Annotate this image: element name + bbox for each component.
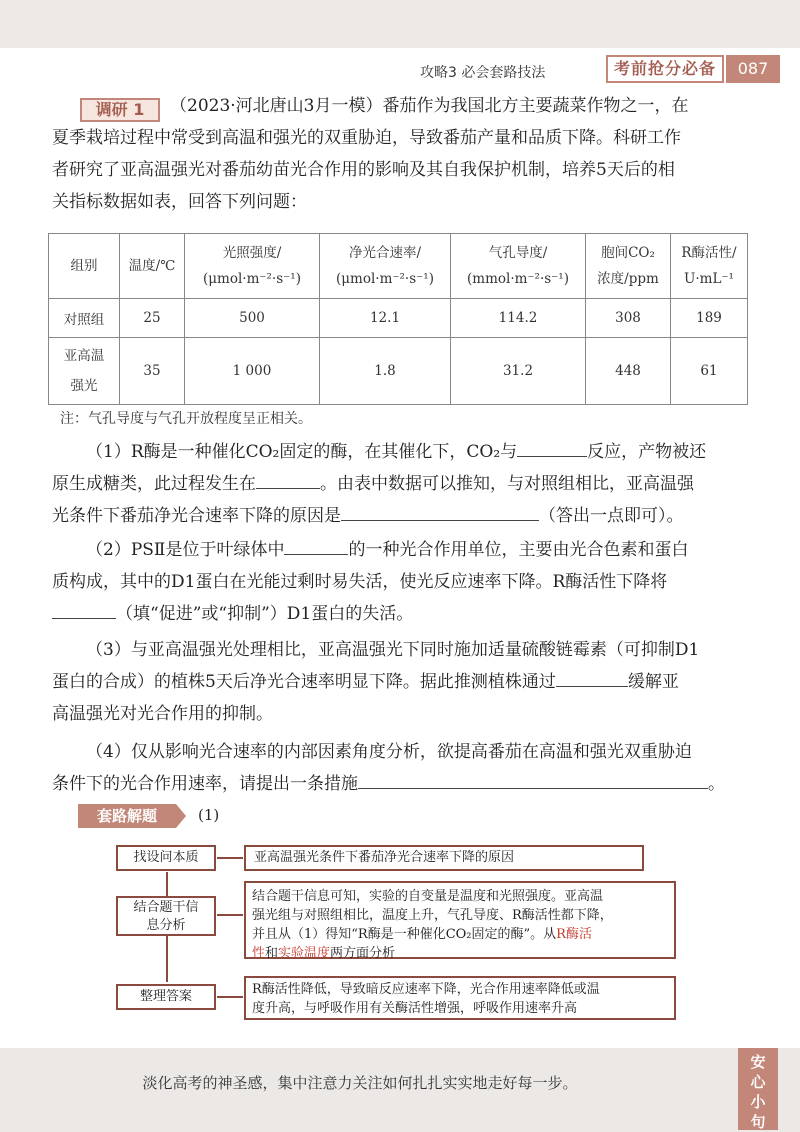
table-cell: 308 (586, 299, 671, 338)
answer-blank[interactable] (52, 598, 116, 619)
data-table (48, 233, 748, 405)
table-cell: 500 (185, 299, 320, 338)
method-arrow-icon (176, 804, 186, 828)
method-number: (1) (198, 806, 220, 824)
answer-blank[interactable] (341, 500, 539, 521)
step-organize-answer: 整理答案 (116, 984, 216, 1010)
question-3: （3）与亚高温强光处理相比，亚高温强光下同时施加适量硫酸链霉素（可抑制D1 蛋白的合成）的植株5天后净光合速率明显下降。据此推测植株通过 缓解亚 高温强光对光合作用的抑制。 (52, 640, 700, 724)
research-tag: 调研 1 (80, 98, 160, 122)
header-section: 攻略3 必会套路技法 (420, 65, 546, 81)
box-question-essence: 亚高温强光条件下番茄净光合速率下降的原因 (244, 845, 644, 871)
answer-blank[interactable] (517, 436, 587, 457)
intro-line: 夏季栽培过程中常受到高温和强光的双重胁迫，导致番茄产量和品质下降。科研工作 (52, 128, 681, 148)
col-header: R酶活性/ U·mL⁻¹ (671, 234, 748, 299)
answer-blank[interactable] (556, 666, 628, 687)
answer-blank[interactable] (256, 468, 320, 489)
header-brand: 考前抢分必备 (606, 55, 724, 83)
box-analysis: 结合题干信息可知，实验的自变量是温度和光照强度。亚高温 强光组与对照组相比，温度上升，气孔导度、R酶活性都下降， 并且从（1）得知“R酶是一种催化CO₂固定的酶”。从R酶活 性和实验温度两方面分析 (244, 881, 676, 959)
page-number: 087 (726, 55, 780, 83)
flow-connector (217, 914, 243, 916)
col-header: 温度/℃ (120, 234, 185, 299)
answer-blank[interactable] (284, 534, 348, 555)
table-note: 注：气孔导度与气孔开放程度呈正相关。 (60, 411, 312, 427)
flow-connector (217, 857, 243, 859)
method-tag: 套路解题 (78, 804, 176, 828)
question-intro (52, 90, 747, 218)
footer-motto: 淡化高考的神圣感，集中注意力关注如何扎扎实实地走好每一步。 (142, 1074, 578, 1092)
col-header: 光照强度/ (μmol·m⁻²·s⁻¹) (185, 234, 320, 299)
table-row (49, 299, 748, 338)
table-cell: 1 000 (185, 338, 320, 405)
table-row (49, 338, 748, 405)
table-cell: 35 (120, 338, 185, 405)
table-cell: 114.2 (451, 299, 586, 338)
answer-blank[interactable] (358, 768, 708, 789)
question-4: （4）仅从影响光合速率的内部因素角度分析，欲提高番茄在高温和强光双重胁迫 条件下的光合作用速率，请提出一条措施 。 (52, 742, 725, 794)
top-strip (0, 0, 800, 48)
box-answer: R酶活性降低，导致暗反应速率下降，光合作用速率降低或温 度升高，与呼吸作用有关酶活性增强，呼吸作用速率升高 (244, 976, 676, 1020)
step-analyze-info: 结合题干信 息分析 (116, 896, 216, 936)
table-cell: 31.2 (451, 338, 586, 405)
col-header: 组别 (49, 234, 120, 299)
intro-line: 者研究了亚高温强光对番茄幼苗光合作用的影响及其自我保护机制，培养5天后的相 (52, 160, 675, 180)
intro-line: （2023·河北唐山3月一模）番茄作为我国北方主要蔬菜作物之一，在 (170, 96, 689, 116)
flow-connector (217, 996, 243, 998)
question-2: （2）PSⅡ是位于叶绿体中 的一种光合作用单位，主要由光合色素和蛋白 质构成，其中的D1蛋白在光能过剩时易失活，使光反应速率下降。R酶活性下降将 （填“促进”或“抑制”）D1蛋白的失活。 (52, 534, 747, 630)
table-cell: 448 (586, 338, 671, 405)
table-cell: 亚高温 强光 (49, 338, 120, 405)
col-header: 气孔导度/ (mmol·m⁻²·s⁻¹) (451, 234, 586, 299)
step-find-essence: 找设问本质 (116, 845, 216, 871)
col-header: 胞间CO₂ 浓度/ppm (586, 234, 671, 299)
footer-tag: 安 心 小 句 (738, 1048, 778, 1130)
table-cell: 对照组 (49, 299, 120, 338)
table-cell: 12.1 (320, 299, 451, 338)
table-cell: 1.8 (320, 338, 451, 405)
table-cell: 25 (120, 299, 185, 338)
table-cell: 61 (671, 338, 748, 405)
table-header-row (49, 234, 748, 299)
col-header: 净光合速率/ (μmol·m⁻²·s⁻¹) (320, 234, 451, 299)
intro-line: 关指标数据如表，回答下列问题： (52, 192, 307, 212)
table-cell: 189 (671, 299, 748, 338)
question-1: （1）R酶是一种催化CO₂固定的酶，在其催化下，CO₂与 反应，产物被还 原生成糖类，此过程发生在 。由表中数据可以推知，与对照组相比，亚高温强 光条件下番茄净光合速率下降的原因是 （答出一点即可）。 (52, 436, 747, 532)
